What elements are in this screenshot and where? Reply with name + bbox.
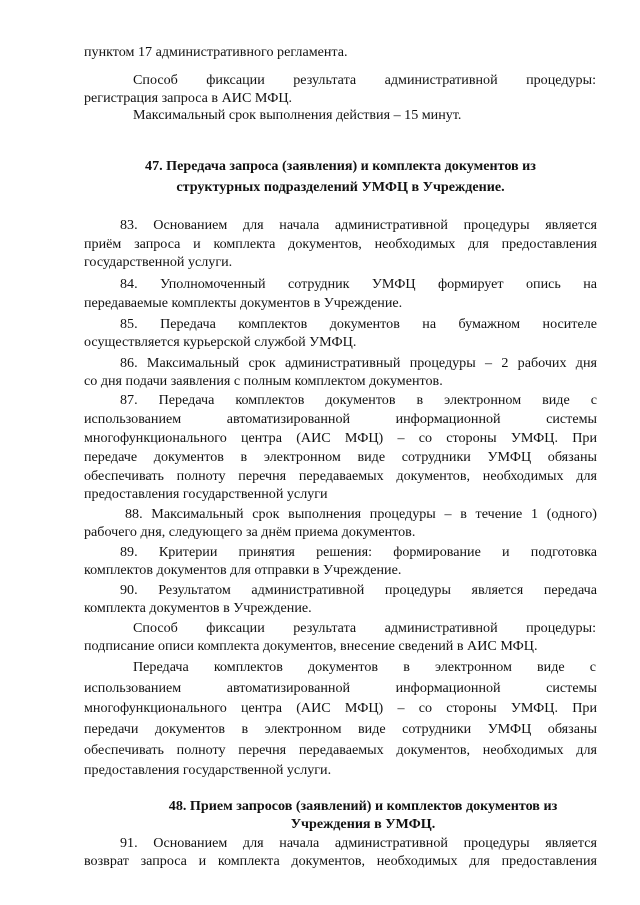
text-line: пунктом 17 административного регламента.	[84, 44, 348, 60]
text-line: Передача комплектов документов в электронном виде с	[133, 659, 596, 675]
text-line: обеспечивать полноту перечня передаваемых документов, необходимых для	[84, 742, 597, 758]
text-line: осуществляется курьерской службой УМФЦ.	[84, 334, 357, 350]
text-line: предоставления государственной услуги	[84, 486, 328, 502]
text-line: Способ фиксации результата административной процедуры:	[133, 620, 596, 636]
text-line: передачи документов в электронном виде сотрудники УМФЦ обязаны	[84, 721, 597, 737]
text-line: 87. Передача комплектов документов в электронном виде с	[120, 392, 597, 408]
text-line: 89. Критерии принятия решения: формирование и подготовка	[120, 544, 597, 560]
text-line: 90. Результатом административной процедуры является передача	[120, 582, 597, 598]
text-line: многофункционального центра (АИС МФЦ) – со стороны УМФЦ. При	[84, 700, 597, 716]
text-line: рабочего дня, следующего за днём приема документов.	[84, 524, 416, 540]
text-line: 86. Максимальный срок административный процедуры – 2 рабочих дня	[120, 355, 597, 371]
text-line: 91. Основанием для начала административной процедуры является	[120, 835, 597, 851]
text-line: многофункционального центра (АИС МФЦ) – со стороны УМФЦ. При	[84, 430, 597, 446]
text-line: обеспечивать полноту перечня передаваемых документов, необходимых для	[84, 468, 597, 484]
text-line: комплектов документов для отправки в Учреждение.	[84, 562, 402, 578]
text-line: возврат запроса и комплекта документов, необходимых для предоставления	[84, 853, 597, 869]
text-line: 84. Уполномоченный сотрудник УМФЦ формирует опись на	[120, 276, 597, 292]
text-line: 83. Основанием для начала административной процедуры является	[120, 217, 597, 233]
text-line: передаваемые комплекты документов в Учреждение.	[84, 295, 403, 311]
text-line: комплекта документов в Учреждение.	[84, 600, 312, 616]
text-line: Способ фиксации результата административной процедуры:	[133, 72, 596, 88]
text-line: передаче документов в электронном виде сотрудники УМФЦ обязаны	[84, 449, 597, 465]
text-line: 85. Передача комплектов документов на бумажном носителе	[120, 316, 597, 332]
section-heading-48: Учреждения в УМФЦ.	[290, 816, 436, 832]
text-line: 88. Максимальный срок выполнения процедуры – в течение 1 (одного)	[125, 506, 597, 522]
text-line: использованием автоматизированной информационной системы	[84, 411, 597, 427]
text-line: Максимальный срок выполнения действия – 15 минут.	[133, 107, 462, 123]
text-line: использованием автоматизированной информационной системы	[84, 680, 597, 696]
section-heading-48: 48. Прием запросов (заявлений) и комплектов документов из	[168, 798, 558, 814]
text-line: подписание описи комплекта документов, внесение сведений в АИС МФЦ.	[84, 638, 538, 654]
text-line: приём запроса и комплекта документов, необходимых для предоставления	[84, 236, 597, 252]
section-heading-47: структурных подразделений УМФЦ в Учреждение.	[176, 179, 505, 195]
section-heading-47: 47. Передача запроса (заявления) и комплекта документов из	[145, 158, 536, 174]
text-line: государственной услуги.	[84, 254, 233, 270]
text-line: регистрация запроса в АИС МФЦ.	[84, 90, 293, 106]
text-line: со дня подачи заявления с полным комплектом документов.	[84, 373, 443, 389]
text-line: предоставления государственной услуги.	[84, 762, 332, 778]
